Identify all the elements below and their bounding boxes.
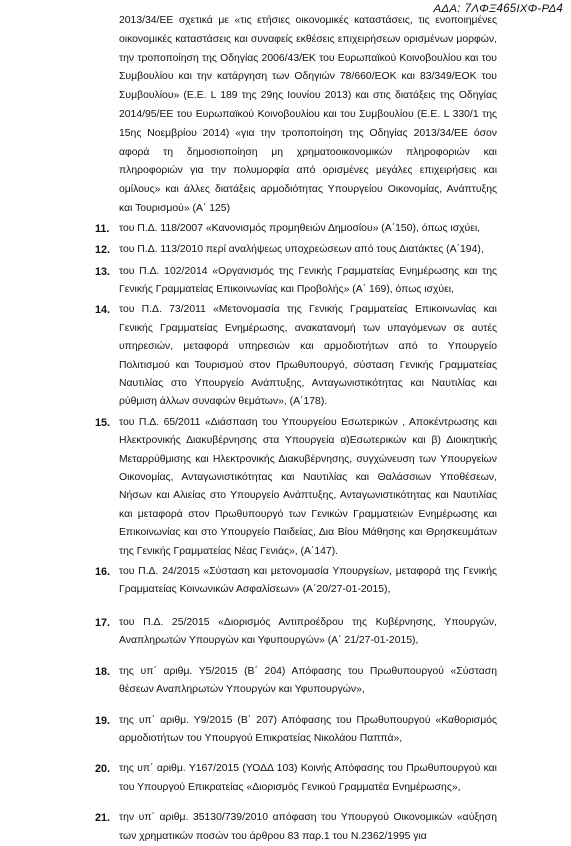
ada-code: 7ΛΦΞ465ΙΧΦ-ΡΔ4 (464, 3, 563, 15)
item-text: του Π.Δ. 102/2014 «Οργανισμός της Γενικής Γραμματείας Ενημέρωσης και της Γενικής Γραμματείας Επικοινωνίας και Προβολής» (Α΄ 169), όπως ισχύει, (119, 265, 497, 295)
item-number: 17. (95, 616, 111, 629)
list-item (0, 809, 497, 846)
item-number: 16. (95, 566, 111, 579)
list-item (0, 614, 497, 651)
item-number: 12. (95, 244, 111, 257)
ada-label: ΑΔΑ: (433, 3, 461, 15)
list-item (0, 760, 497, 797)
list-item (0, 301, 497, 411)
item-text: της υπ΄ αριθμ. Υ9/2015 (Β΄ 207) Απόφασης του Πρωθυπουργού «Καθορισμός αρμοδιοτήτων του Υπουργού Επικρατείας Νικολάου Παππά», (119, 714, 497, 744)
item-text: του Π.Δ. 113/2010 περί αναλήψεως υποχρεώσεων από τους Διατάκτες (Α΄194), (119, 244, 484, 256)
item-text: του Π.Δ. 25/2015 «Διορισμός Αντιπροέδρου της Κυβέρνησης, Υπουργών, Αναπληρωτών Υπουργών και Υφυπουργών» (Α΄ 21/27-01-2015), (119, 616, 497, 647)
item-text: της υπ΄ αριθμ. Υ167/2015 (ΥΟΔΔ 103) Κοινής Απόφασης του Πρωθυπουργού και του Υπουργού Επικρατείας «Διορισμός Γενικού Γραμματέα Ενημέρωσης», (119, 763, 497, 793)
item-text: του Π.Δ. 24/2015 «Σύσταση και μετονομασία Υπουργείων, μεταφορά της Γενικής Γραμματείας Κοινωνικών Ασφαλίσεων» (Α΄20/27-01-2015), (119, 566, 497, 596)
list-item (0, 663, 497, 700)
item-number: 18. (95, 665, 111, 678)
item-text: του Π.Δ. 118/2007 «Κανονισμός προμηθειών Δημοσίου» (Α΄150), όπως ισχύει, (119, 222, 481, 234)
item-number: 19. (95, 714, 111, 727)
list-item (0, 220, 497, 238)
item-text: την υπ΄ αριθμ. 35130/739/2010 απόφαση του Υπουργού Οικονομικών «αύξηση των χρηματικών ποσών του άρθρου 83 παρ.1 του Ν.2362/1995 για (119, 812, 497, 842)
item-text: του Π.Δ. 73/2011 «Μετονομασία της Γενικής Γραμματείας Επικοινωνίας και Γενικής Γραμματείας Ενημέρωσης, ανακατανομή των υπαγόμενων σε αυτές υπηρεσιών, μεταφορά υπηρεσιών και αρμοδιοτήτων από το Υπουργείο Πολιτισμού και Τουρισμού στον Πρωθυπουργό, σύσταση Γενικής Γραμματείας Ναυτιλίας στο Υπουργείο Ανάπτυξης, Ανταγωνιστικότητας και Ναυτιλίας και ρύθμιση άλλων συναφών θεμάτων», (Α΄178). (119, 304, 497, 408)
list-item (0, 241, 497, 259)
item-number: 20. (95, 763, 111, 776)
item-number: 11. (95, 222, 110, 235)
item-number: 14. (95, 304, 111, 317)
document-body (0, 12, 571, 846)
item-text: της υπ΄ αριθμ. Υ5/2015 (Β΄ 204) Απόφασης του Πρωθυπουργού «Σύσταση θέσεων Αναπληρωτών Υπουργών και Υφυπουργών», (119, 665, 497, 696)
item-number: 15. (95, 416, 111, 429)
list-item (0, 563, 497, 600)
list-item (0, 414, 497, 561)
item-text: του Π.Δ. 65/2011 «Διάσπαση του Υπουργείου Εσωτερικών , Αποκέντρωσης και Ηλεκτρονικής Διακυβέρνησης στα Υπουργεία α)Εσωτερικών και β) Διοικητικής Μεταρρύθμισης και Ηλεκτρονικής Διακυβέρνησης, συγχώνευση των Υπουργείων Οικονομίας, Ανταγωνιστικότητας και Ναυτιλίας και Θαλάσσιων Υποθέσεων, Νήσων και Αλιείας στο Υπουργείο Ανάπτυξης, Ανταγωνιστικότητας και Ναυτιλίας και μεταφορά στον Πρωθυπουργό των Γενικών Γραμματειών Ενημέρωσης και Επικοινωνίας και στο Υπουργείο Παιδείας, Δια Βίου Μάθησης και Θρησκευμάτων της Γενικής Γραμματείας Νέας Γενιάς», (Α΄147). (119, 416, 497, 557)
intro-paragraph: 2013/34/ΕΕ σχετικά με «τις ετήσιες οικονομικές καταστάσεις, τις ενοποιημένες οικονομικές καταστάσεις και συναφείς εκθέσεις επιχειρήσεων ορισμένων μορφών, την τροποποίηση της Οδηγίας 2006/43/ΕΚ του Ευρωπαϊκού Κοινοβουλίου και του Συμβουλίου και την κατάργηση των Οδηγιών 78/660/ΕΟΚ και 83/349/ΕΟΚ του Συμβουλίου» (Ε.Ε. L 189 της 29ης Ιουνίου 2013) και στις διατάξεις της Οδηγίας 2014/95/ΕΕ του Ευρωπαϊκού Κοινοβουλίου και του Συμβουλίου (Ε.Ε. L 330/1 της 15ης Νοεμβρίου 2014) «για την τροποποίηση της Οδηγίας 2013/34/ΕΕ όσον αφορά τη δημοσιοποίηση μη χρηματοοικονομικών πληροφοριών και πληροφοριών για την πολυμορφία από ορισμένες μεγάλες επιχειρήσεις και ομίλους» και άλλες διατάξεις αρμοδιότητας Υπουργείου Οικονομίας, Ανάπτυξης και Τουρισμού» (Α΄ 125) (119, 15, 497, 214)
list-item (0, 712, 497, 749)
list-item (0, 263, 497, 300)
item-number: 13. (95, 265, 111, 278)
item-number: 21. (95, 812, 111, 825)
